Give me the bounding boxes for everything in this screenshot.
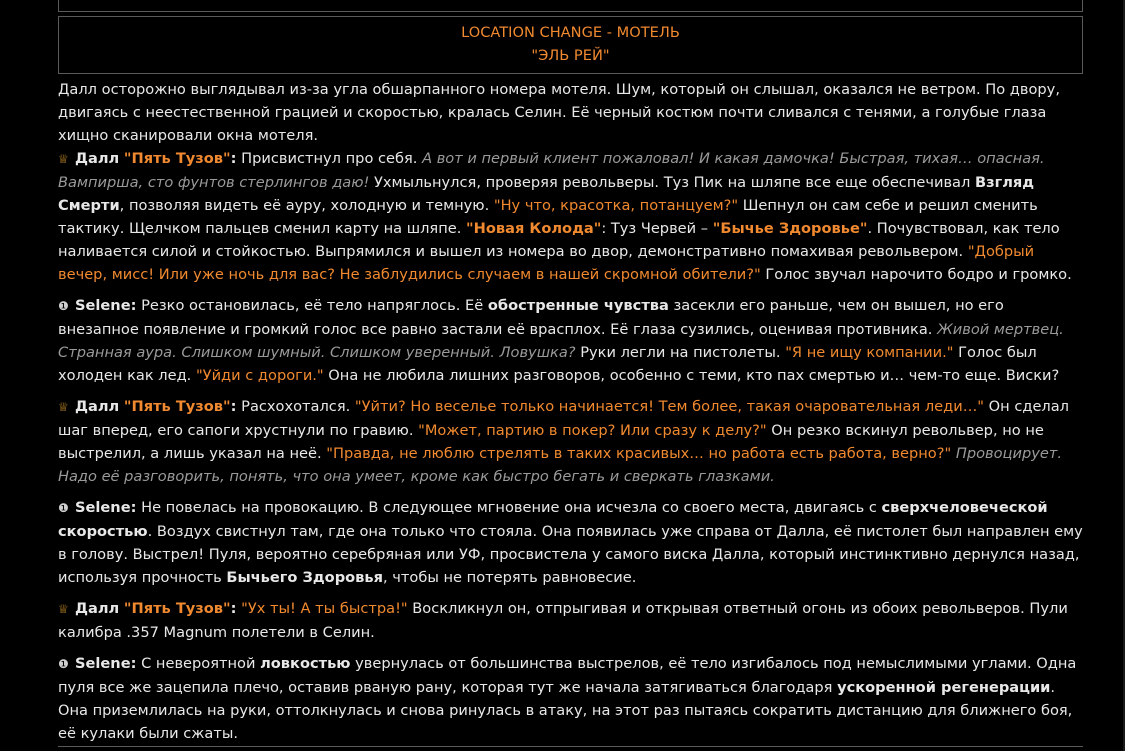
speech-text: "Я не ищу компании.": [785, 344, 954, 361]
action-text: Он сделал шаг вперед, его сапоги хрустнули по гравию.: [58, 398, 1070, 439]
ability-text: сверхчеловеческой скоростью: [58, 499, 1048, 540]
action-text: Воскликнул он, отпрыгивая и открывая ответный огонь из обоих револьверов. Пули калибра .357 Magnum полетели в Селин.: [58, 600, 1068, 641]
speech-text: "Уйти? Но веселье только начинается! Тем более, такая очаровательная леди…": [354, 398, 985, 415]
ability-text: "Новая Колода": [466, 220, 602, 237]
action-text: Расхохотался.: [241, 398, 351, 415]
action-text: Присвистнул про себя.: [241, 150, 418, 167]
action-text: Шепнул он сам себе и решил сменить тактику. Щелчком пальцев сменил карту на шляпе.: [58, 197, 1038, 237]
ability-text: ускоренной регенерации: [837, 679, 1051, 696]
crown-icon: ♕: [58, 400, 69, 414]
location-change-box: [58, 16, 1083, 74]
speaker-name: Далл: [75, 150, 120, 167]
intro-paragraph: Далл осторожно выглядывал из-за угла обшарпанного номера мотеля. Шум, который он слышал, оказался не ветром. По двору, двигаясь с неестественной грацией и скоростью, кралась Селин. Её черный костюм почти сливался с тенями, а голубые глаза хищно сканировали окна мотеля.: [58, 81, 1060, 144]
action-text: . Почувствовал, как тело наливается силой и стойкостью. Выпрямился и вышел из номера во двор, демонстративно помахивая револьвером.: [58, 220, 1060, 260]
action-text: С невероятной: [141, 655, 256, 672]
thought-text: Живой мертвец. Странная аура. Слишком шумный. Слишком уверенный. Ловушка?: [58, 321, 1064, 361]
dall-post-2: ♕ Далл "Пять Тузов": Расхохотался. "Уйти? Но веселье только начинается! Тем более, такая очаровательная леди…" Он сделал шаг вперед, его сапоги хрустнули по гравию. "Может, партию в покер? Или сразу к делу?" Он резко вскинул револьвер, но не выстрелил, а лишь указал на неё. "Правда, не люблю стрелять в таких красивых… но работа есть работа, верно?" Провоцирует. Надо её разговорить, понять, что она умеет, кроме как быстро бегать и сверкать глазками.: [58, 398, 1070, 485]
bat-icon: ❶: [58, 299, 69, 313]
ability-text: "Бычье Здоровье": [712, 220, 868, 237]
dall-post-3: ♕ Далл "Пять Тузов": "Ух ты! А ты быстра!" Воскликнул он, отпрыгивая и открывая ответный огонь из обоих револьверов. Пули калибра .357 Magnum полетели в Селин.: [58, 600, 1068, 641]
speaker-nickname: "Пять Тузов": [123, 150, 231, 167]
action-text: Она не любила лишних разговоров, особенно с теми, кто пах смертью и… чем-то еще. Виски?: [328, 367, 1060, 384]
post-content: [58, 0, 1083, 745]
speech-text: "Уйди с дороги.": [195, 367, 324, 384]
previous-location-box: [58, 0, 1083, 12]
action-text: Руки легли на пистолеты.: [580, 344, 781, 361]
speaker-nickname: "Пять Тузов": [123, 600, 231, 617]
action-text: увернулась от большинства выстрелов, её тело изгибалось под немыслимыми углами. Одна пуля все же зацепила плечо, оставив рваную рану, которая тут же начала затягиваться благодаря: [58, 655, 1077, 696]
selene-post-2: ❶ Selene: Не повелась на провокацию. В следующее мгновение она исчезла со своего места, двигаясь с сверхчеловеческой скоростью. Воздух свистнул там, где она только что стояла. Она появилась уже справа от Далла, её пистолет был направлен ему в голову. Выстрел! Пуля, вероятно серебряная или УФ, просвистела у самого виска Далла, который инстинктивно дернулся назад, используя прочность Бычьего Здоровья, чтобы не потерять равновесие.: [58, 499, 1083, 586]
speaker-nickname: "Пять Тузов": [123, 398, 231, 415]
ability-text: Взгляд Смерти: [58, 174, 1035, 214]
speaker-name: Далл: [75, 398, 120, 415]
crown-icon: ♕: [58, 602, 69, 616]
bat-icon: ❶: [58, 501, 69, 515]
action-text: Резко остановилась, её тело напряглось. Её: [141, 297, 484, 314]
location-change-name: "ЭЛЬ РЕЙ": [531, 47, 610, 64]
ability-text: ловкостью: [260, 655, 351, 672]
action-text: Ухмыльнулся, проверяя револьверы. Туз Пик на шляпе все еще обеспечивал: [374, 174, 971, 191]
action-text: Не повелась на провокацию. В следующее мгновение она исчезла со своего места, двигаясь с: [141, 499, 877, 516]
action-text: засекли его раньше, чем он вышел, но его внезапное появление и громкий голос все равно застали её врасплох. Её глаза сузились, оценивая противника.: [58, 297, 1004, 338]
speaker-name: Selene: [75, 655, 131, 672]
speech-text: "Может, партию в покер? Или сразу к делу?": [418, 422, 767, 439]
action-text: , позволяя видеть её ауру, холодную и темную.: [119, 197, 490, 214]
action-text: Он резко вскинул револьвер, но не выстрелил, а лишь указал на неё.: [58, 422, 1044, 462]
speaker-name: Далл: [75, 600, 120, 617]
action-text: , чтобы не потерять равновесие.: [383, 569, 637, 586]
thought-text: А вот и первый клиент пожаловал! И какая дамочка! Быстрая, тихая… опасная. Вампирша, сто фунтов стерлингов даю!: [58, 150, 1045, 191]
next-box-border: [58, 746, 1083, 747]
action-text: . Воздух свистнул там, где она только что стояла. Она появилась уже справа от Далла, её пистолет был направлен ему в голову. Выстрел! Пуля, вероятно серебряная или УФ, просвистела у самого виска Далла, который инстинктивно дернулся назад, используя прочность: [58, 523, 1083, 586]
speech-text: "Добрый вечер, мисс! Или уже ночь для вас? Не заблудились случаем в нашей скромной обители?": [58, 243, 1035, 283]
thought-text: Провоцирует. Надо её разговорить, понять, что она умеет, кроме как быстро бегать и сверкать глазками.: [58, 445, 1062, 485]
action-text: Голос звучал нарочито бодро и громко.: [765, 266, 1072, 283]
ability-text: обостренные чувства: [487, 297, 669, 314]
speech-text: "Ух ты! А ты быстра!": [241, 600, 408, 617]
speaker-name: Selene: [75, 297, 131, 314]
selene-post-3: ❶ Selene: С невероятной ловкостью увернулась от большинства выстрелов, её тело изгибалось под немыслимыми углами. Одна пуля все же зацепила плечо, оставив рваную рану, которая тут же начала затягиваться благодаря ускоренной регенерации. Она приземлилась на руки, оттолкнулась и снова ринулась в атаку, на этот раз пытаясь сократить дистанцию для ближнего боя, её кулаки были сжаты.: [58, 655, 1077, 742]
action-text: : Туз Червей –: [601, 220, 709, 237]
speaker-name: Selene: [75, 499, 131, 516]
action-text: Голос был холоден как лед.: [58, 344, 1037, 384]
bat-icon: ❶: [58, 657, 69, 671]
location-change-title: LOCATION CHANGE - МОТЕЛЬ: [461, 24, 680, 41]
crown-icon: ♕: [58, 152, 69, 166]
speech-text: "Правда, не люблю стрелять в таких красивых… но работа есть работа, верно?": [326, 445, 952, 462]
dall-post-1: ♕ Далл "Пять Тузов": Присвистнул про себя. А вот и первый клиент пожаловал! И какая дамочка! Быстрая, тихая… опасная. Вампирша, сто фунтов стерлингов даю! Ухмыльнулся, проверяя револьверы. Туз Пик на шляпе все еще обеспечивал Взгляд Смерти, позволяя видеть её ауру, холодную и темную. "Ну что, красотка, потанцуем?" Шепнул он сам себе и решил сменить тактику. Щелчком пальцев сменил карту на шляпе. "Новая Колода": Туз Червей – "Бычье Здоровье". Почувствовал, как тело наливается силой и стойкостью. Выпрямился и вышел из номера во двор, демонстративно помахивая револьвером. "Добрый вечер, мисс! Или уже ночь для вас? Не заблудились случаем в нашей скромной обители?" Голос звучал нарочито бодро и громко.: [58, 150, 1072, 283]
action-text: . Она приземлилась на руки, оттолкнулась и снова ринулась в атаку, на этот раз пытаясь сократить дистанцию для ближнего боя, её кулаки были сжаты.: [58, 679, 1073, 742]
ability-text: Бычьего Здоровья: [226, 569, 384, 586]
selene-post-1: ❶ Selene: Резко остановилась, её тело напряглось. Её обостренные чувства засекли его раньше, чем он вышел, но его внезапное появление и громкий голос все равно застали её врасплох. Её глаза сузились, оценивая противника. Живой мертвец. Странная аура. Слишком шумный. Слишком уверенный. Ловушка? Руки легли на пистолеты. "Я не ищу компании." Голос был холоден как лед. "Уйди с дороги." Она не любила лишних разговоров, особенно с теми, кто пах смертью и… чем-то еще. Виски?: [58, 297, 1064, 384]
speech-text: "Ну что, красотка, потанцуем?": [493, 197, 739, 214]
